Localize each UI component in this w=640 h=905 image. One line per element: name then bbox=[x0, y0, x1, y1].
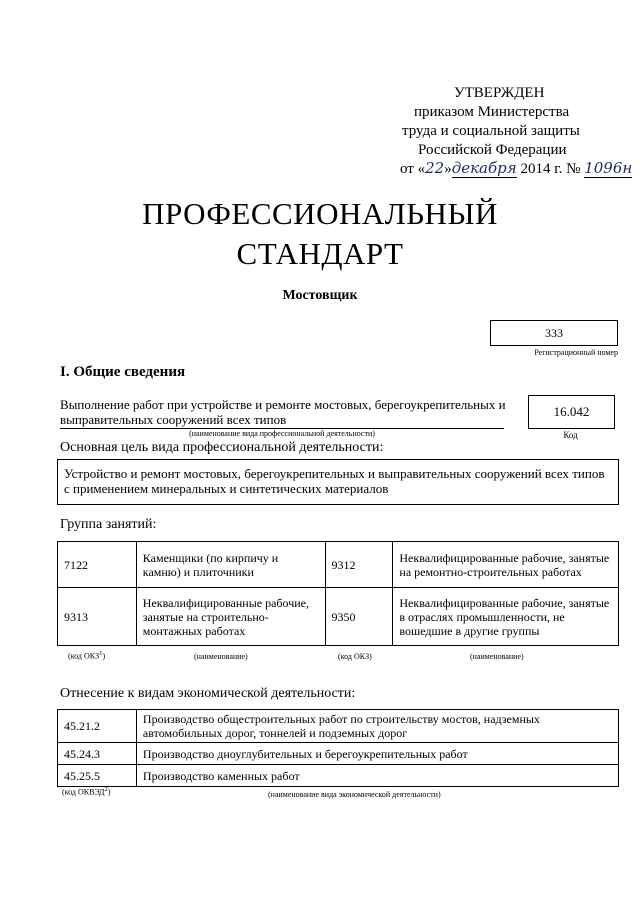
economic-activity-table bbox=[57, 709, 619, 787]
okz-code: 7122 bbox=[58, 542, 137, 588]
okved-code: 45.25.5 bbox=[58, 765, 137, 787]
okz-code: 9313 bbox=[58, 588, 137, 646]
okz-name: Каменщики (по кирпичу и камню) и плиточники bbox=[136, 542, 325, 588]
goal-label: Основная цель вида профессиональной деятельности: bbox=[60, 440, 384, 455]
profession-name: Мостовщик bbox=[282, 288, 358, 303]
okz-name-caption: (наименование) bbox=[194, 652, 248, 661]
okz-code-caption-2: (код ОКЗ) bbox=[338, 652, 372, 661]
table-row bbox=[58, 588, 619, 646]
okz-code: 9312 bbox=[325, 542, 393, 588]
registration-number-label: Регистрационный номер bbox=[534, 348, 618, 357]
table-row bbox=[58, 710, 619, 743]
okz-code: 9350 bbox=[325, 588, 393, 646]
date-year: 2014 г. № bbox=[520, 161, 581, 177]
activity-name-caption: (наименование вида профессиональной деятельности) bbox=[189, 429, 375, 438]
approved-label: УТВЕРЖДЕН bbox=[454, 85, 545, 101]
document-title bbox=[0, 194, 640, 274]
okved-footnote-mark: 2 bbox=[104, 786, 108, 793]
okz-code-caption-text: (код ОКЗ bbox=[68, 651, 100, 661]
okved-code: 45.24.3 bbox=[58, 743, 137, 765]
section-title: I. Общие сведения bbox=[60, 364, 186, 380]
approval-line-2: труда и социальной защиты bbox=[402, 123, 580, 139]
date-day-handwritten: 22 bbox=[425, 159, 445, 177]
occupation-group-table bbox=[57, 541, 619, 646]
okved-code-caption-end: ) bbox=[107, 787, 111, 797]
okz-code-caption-end: ) bbox=[102, 651, 106, 661]
title-line-1: ПРОФЕССИОНАЛЬНЫЙ bbox=[142, 196, 498, 231]
okz-name-caption-2: (наименование) bbox=[470, 652, 524, 661]
economic-activity-label: Отнесение к видам экономической деятельности: bbox=[60, 686, 356, 701]
okved-name: Производство дноуглубительных и берегоукрепительных работ bbox=[136, 743, 618, 765]
date-prefix: от « bbox=[400, 161, 426, 177]
activity-code-caption: Код bbox=[563, 430, 578, 440]
table-row bbox=[58, 542, 619, 588]
okz-name: Неквалифицированные рабочие, занятые на ремонтно-строительных работах bbox=[393, 542, 619, 588]
okved-name: Производство общестроительных работ по строительству мостов, надземных автомобильных дорог, тоннелей и подземных дорог bbox=[136, 710, 618, 743]
okz-footnote-mark: 1 bbox=[99, 650, 103, 657]
okz-name: Неквалифицированные рабочие, занятые на строительно-монтажных работах bbox=[136, 588, 325, 646]
okz-code-caption bbox=[68, 650, 105, 661]
okved-code: 45.21.2 bbox=[58, 710, 137, 743]
table-row bbox=[58, 743, 619, 765]
goal-text: Устройство и ремонт мостовых, берегоукрепительных и выправительных сооружений всех типов с применением минеральных и синтетических материалов bbox=[57, 459, 619, 505]
title-line-2: СТАНДАРТ bbox=[236, 236, 404, 271]
okved-name-caption: (наименование вида экономической деятельности) bbox=[268, 790, 441, 799]
registration-number-box: 333 bbox=[490, 320, 618, 346]
approval-date bbox=[400, 159, 632, 178]
okved-code-caption bbox=[62, 786, 111, 797]
okved-name: Производство каменных работ bbox=[136, 765, 618, 787]
approval-line-1: приказом Министерства bbox=[414, 104, 570, 120]
date-month-handwritten: декабря bbox=[451, 159, 517, 177]
approval-line-3: Российской Федерации bbox=[418, 142, 567, 158]
activity-name: Выполнение работ при устройстве и ремонте мостовых, берегоукрепительных и выправительных сооружений всех типов bbox=[60, 397, 506, 427]
occupation-group-label: Группа занятий: bbox=[60, 517, 157, 532]
okz-name: Неквалифицированные рабочие, занятые в отраслях промышленности, не вошедшие в другие группы bbox=[393, 588, 619, 646]
order-number-handwritten: 1096н bbox=[584, 159, 633, 177]
activity-code-box: 16.042 bbox=[528, 395, 615, 429]
okved-code-caption-text: (код ОКВЭД bbox=[62, 787, 105, 797]
table-row bbox=[58, 765, 619, 787]
date-mid: » bbox=[444, 161, 452, 177]
